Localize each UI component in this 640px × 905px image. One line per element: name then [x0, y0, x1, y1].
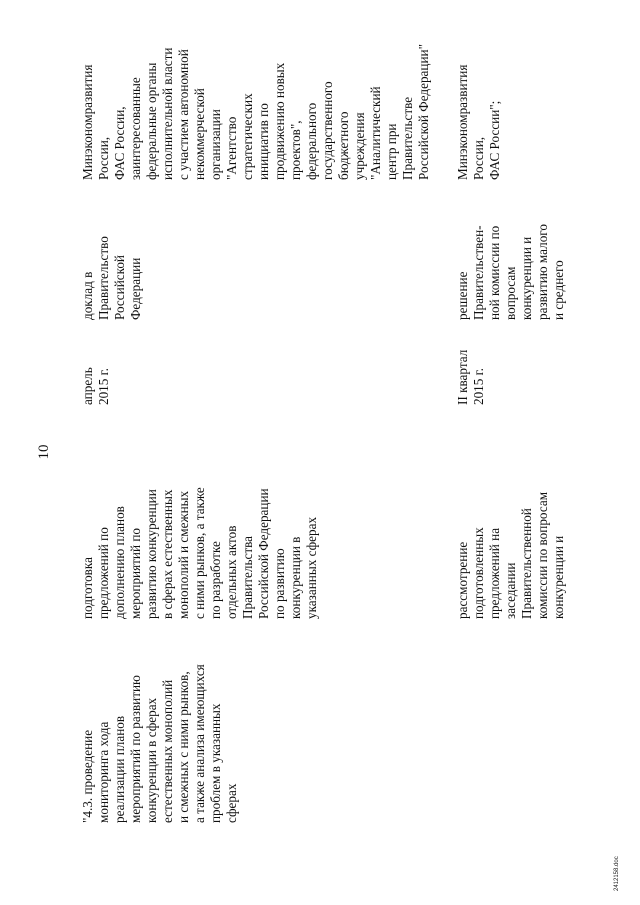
row1-activity-cell: подготовка предложений по дополнению планов мероприятий по развитию конкуренции в сферах естественных монополий и смежных с ними рынков, а также по разработке отдельных актов Правительства Российской Федерации по развитию конкуренции в указанных сферах	[80, 487, 319, 619]
row2-activity-cell: рассмотрение подготовленных предложений на заседании Правительственной комиссии по вопросам конкуренции и	[455, 491, 566, 619]
row1-term-cell: апрель 2015 г.	[80, 367, 111, 405]
file-name-footer: 2412158.doc	[614, 856, 620, 891]
row2-term-cell: II квартал 2015 г.	[455, 349, 486, 405]
row2-executors-cell: Минэкономразвития России, ФАС России";	[455, 64, 502, 180]
page-number: 10	[36, 444, 52, 460]
row2-document-cell: решение Правительствен- ной комиссии по вопросам конкуренции и развитию малого и среднего	[455, 224, 566, 320]
row1-executors-cell: Минэкономразвития России, ФАС России, заинтересованные федеральные органы исполнительной власти с участием автономной некоммерческой организации "Агентство стратегических инициатив по продвижению новых проектов", федерального государственного бюджетного учреждения "Аналитический центр при Правительстве Российской Федерации"	[80, 44, 431, 180]
row1-task-cell: "4.3. проведение мониторинга хода реализации планов мероприятий по развитию конкуренции в сферах естественных монополий и смежных с ними рынков, а также анализа имеющихся проблем в указанных сферах	[80, 664, 239, 823]
row1-document-cell: доклад в Правительство Российской Федерации	[80, 236, 143, 320]
